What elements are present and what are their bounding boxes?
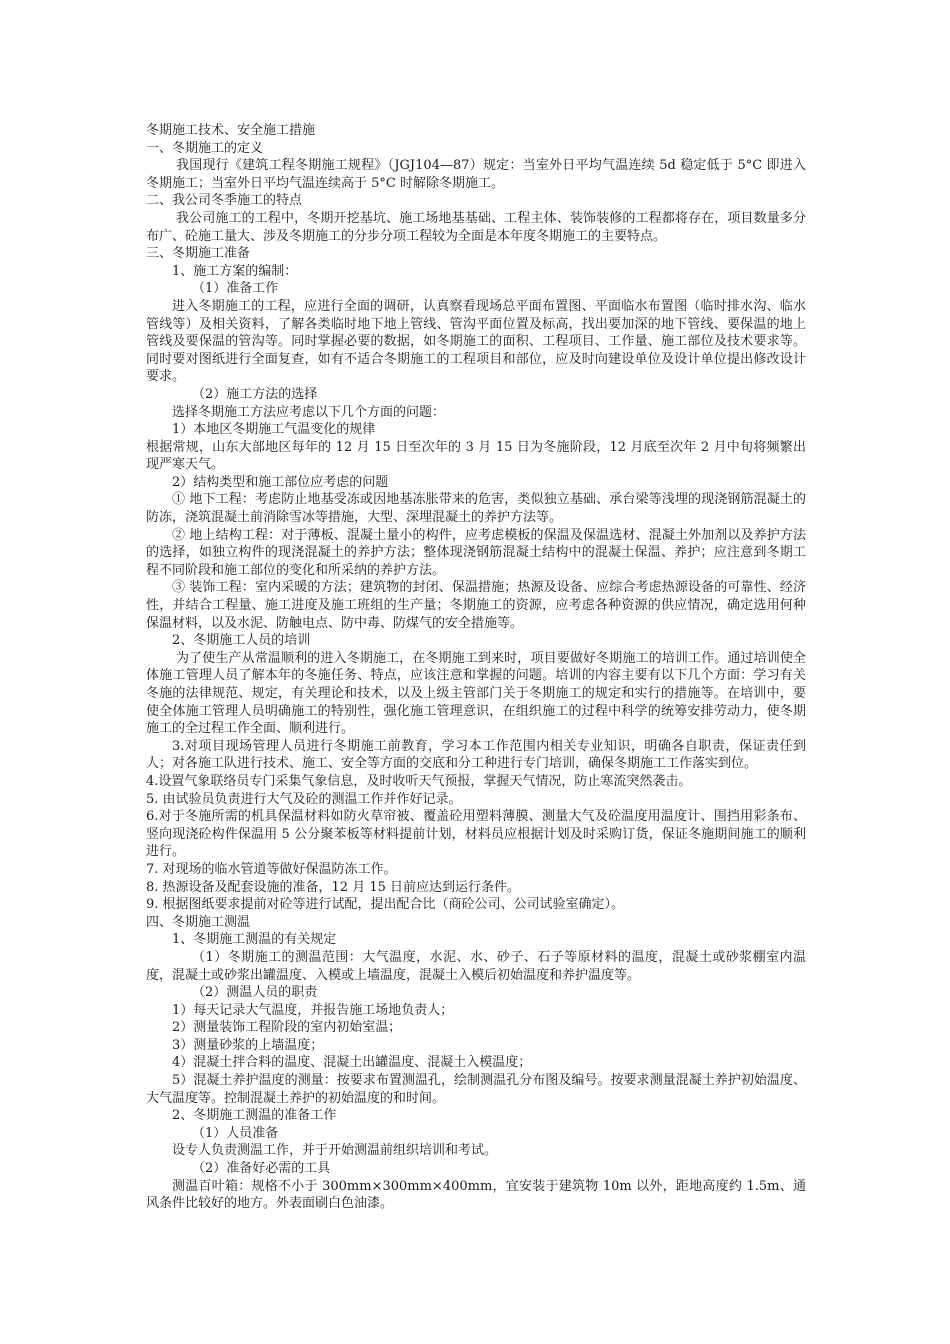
paragraph: 1）每天记录大气温度，并报告施工场地负责人；: [172, 1002, 454, 1018]
paragraph: 3）测量砂浆的上墙温度；: [172, 1037, 324, 1053]
paragraph: ② 地上结构工程：对于薄板、混凝土量小的构件，应考虑模板的保温及保温选材、混凝土外加剂以及养护方法的选择，如独立构件的现浇混凝土的养护方法；整体现浇钢筋混凝土结构中的混凝土保温、养护；应注意到冬期工程不同阶段和施工部位的变化和所采纳的养护方法。: [146, 527, 806, 578]
paragraph: 设专人负责测温工作，并于开始测温前组织培训和考试。: [172, 1143, 498, 1159]
paragraph: 1、冬期施工测温的有关规定: [172, 932, 337, 948]
paragraph: 2）结构类型和施工部位应考虑的问题: [172, 474, 389, 490]
paragraph: 5）混凝土养护温度的测量：按要求布置测温孔，绘制测温孔分布图及编号。按要求测量混凝土养护初始温度、大气温度等。控制混凝土养护的初始温度的和时间。: [146, 1073, 806, 1106]
paragraph: 5. 由试验员负责进行大气及砼的测温工作并作好记录。: [146, 791, 462, 807]
paragraph: 测温百叶箱：规格不小于 300mm×300mm×400mm，宜安装于建筑物 10m 以外，距地高度约 1.5m、通风条件比较好的地方。外表面刷白色油漆。: [146, 1178, 806, 1212]
paragraph: 2、冬期施工人员的培训: [172, 633, 311, 649]
paragraph: 8. 热源设备及配套设施的准备，12 月 15 日前应达到运行条件。: [146, 879, 521, 895]
document-page: [146, 122, 806, 1213]
paragraph: 9. 根据图纸要求提前对砼等进行试配，提出配合比（商砼公司、公司试验室确定）。: [146, 897, 625, 913]
paragraph: （1）冬期施工的测温范围：大气温度，水泥、水、砂子、石子等原材料的温度，混凝土或砂浆棚室内温度，混凝土或砂浆出罐温度、入模或上墙温度，混凝土入模后初始温度和养护温度等。: [146, 949, 806, 983]
paragraph: （2）施工方法的选择: [192, 386, 318, 402]
paragraph: ③ 装饰工程：室内采暖的方法；建筑物的封闭、保温措施；热源及设备、应综合考虑热源设备的可靠性、经济性，并结合工程量、施工进度及施工班组的生产量；冬期施工的资源，应考虑各种资源的供应情况，确定选用何种保温材料，以及水泥、防触电点、防中毒、防煤气的安全措施等。: [146, 580, 806, 631]
paragraph: 4）混凝土拌合料的温度、混凝土出罐温度、混凝土入模温度；: [172, 1055, 532, 1071]
paragraph: 根据常规，山东大部地区每年的 12 月 15 日至次年的 3 月 15 日为冬施阶段，12 月底至次年 2 月中旬将频繁出现严寒天气。: [146, 439, 806, 473]
paragraph: 二、我公司冬季施工的特点: [146, 193, 303, 209]
paragraph: 6.对于冬施所需的机具保温材料如防火草帘被、覆盖砼用塑料薄膜、测量大气及砼温度用温度计、围挡用彩条布、竖向现浇砼构件保温用 5 公分聚苯板等材料提前计划，材料员应根据计划及时采购订货，保证冬施期间施工的顺利进行。: [146, 809, 806, 860]
paragraph: （2）准备好必需的工具: [192, 1161, 331, 1177]
paragraph: （1）准备工作: [192, 281, 279, 297]
paragraph: （1）人员准备: [192, 1125, 279, 1141]
paragraph: 选择冬期施工方法应考虑以下几个方面的问题：: [172, 404, 446, 420]
paragraph: 四、冬期施工测温: [146, 914, 251, 930]
paragraph: ① 地下工程：考虑防止地基受冻或因地基冻胀带来的危害，类似独立基础、承台梁等浅埋的现浇钢筋混凝土的防冻，浇筑混凝土前消除雪冰等措施，大型、深埋混凝土的养护方法等。: [146, 492, 806, 526]
document-title: 冬期施工技术、安全施工措施: [146, 123, 316, 138]
paragraph: 1）本地区冬期施工气温变化的规律: [172, 422, 376, 438]
paragraph: 2）测量装饰工程阶段的室内初始室温；: [172, 1020, 402, 1036]
document-body: [146, 140, 806, 1213]
paragraph: 我国现行《建筑工程冬期施工规程》（JGJ104—87）规定：当室外日平均气温连续 5d 稳定低于 5°C 即进入冬期施工；当室外日平均气温连续高于 5°C 时解除冬期施工。: [146, 158, 806, 191]
paragraph: 一、冬期施工的定义: [146, 140, 264, 156]
paragraph: 为了使生产从常温顺利的进入冬期施工，在冬期施工到来时，项目要做好冬期施工的培训工作。通过培训使全体施工管理人员了解本年的冬施任务、特点，应该注意和掌握的问题。培训的内容主要有以下几个方面：学习有关冬施的法律规范、规定，有关理论和技术，以及上级主管部门关于冬期施工的规定和实行的措施等。在培训中，要使全体施工管理人员明确施工的特别性，强化施工管理意识，在组织施工的过程中科学的统筹安排劳动力，使冬期施工的全过程工作全面、顺利进行。: [146, 650, 806, 737]
paragraph: 2、冬期施工测温的准备工作: [172, 1108, 337, 1124]
paragraph: 1、施工方案的编制：: [172, 263, 298, 279]
paragraph: （2）测温人员的职责: [192, 985, 318, 1001]
paragraph: 三、冬期施工准备: [146, 246, 251, 262]
paragraph: 4.设置气象联络员专门采集气象信息，及时收听天气预报，掌握天气情况，防止寒流突然袭击。: [146, 773, 692, 789]
paragraph: 7. 对现场的临水管道等做好保温防冻工作。: [146, 861, 397, 877]
paragraph: 3.对项目现场管理人员进行冬期施工前教育，学习本工作范围内相关专业知识，明确各自职责，保证责任到人；对各施工队进行技术、施工、安全等方面的交底和分工种进行专门培训，确保冬期施工工作落实到位。: [146, 738, 806, 772]
paragraph: 我公司施工的工程中，冬期开挖基坑、施工场地基基础、工程主体、装饰装修的工程都将存在，项目数量多分布广、砼施工量大、涉及冬期施工的分步分项工程较为全面是本年度冬期施工的主要特点。: [146, 210, 806, 244]
paragraph: 进入冬期施工的工程，应进行全面的调研，认真察看现场总平面布置图、平面临水布置图（临时排水沟、临水管线等）及相关资料，了解各类临时地下地上管线、管沟平面位置及标高，找出要加深的地下管线、要保温的地上管线及要保温的管沟等。同时掌握必要的数据，如冬期施工的面积、工程项目、工作量、施工部位及技术要求等。同时要对图纸进行全面复查，如有不适合冬期施工的工程项目和部位，应及时向建设单位及设计单位提出修改设计要求。: [146, 298, 806, 385]
